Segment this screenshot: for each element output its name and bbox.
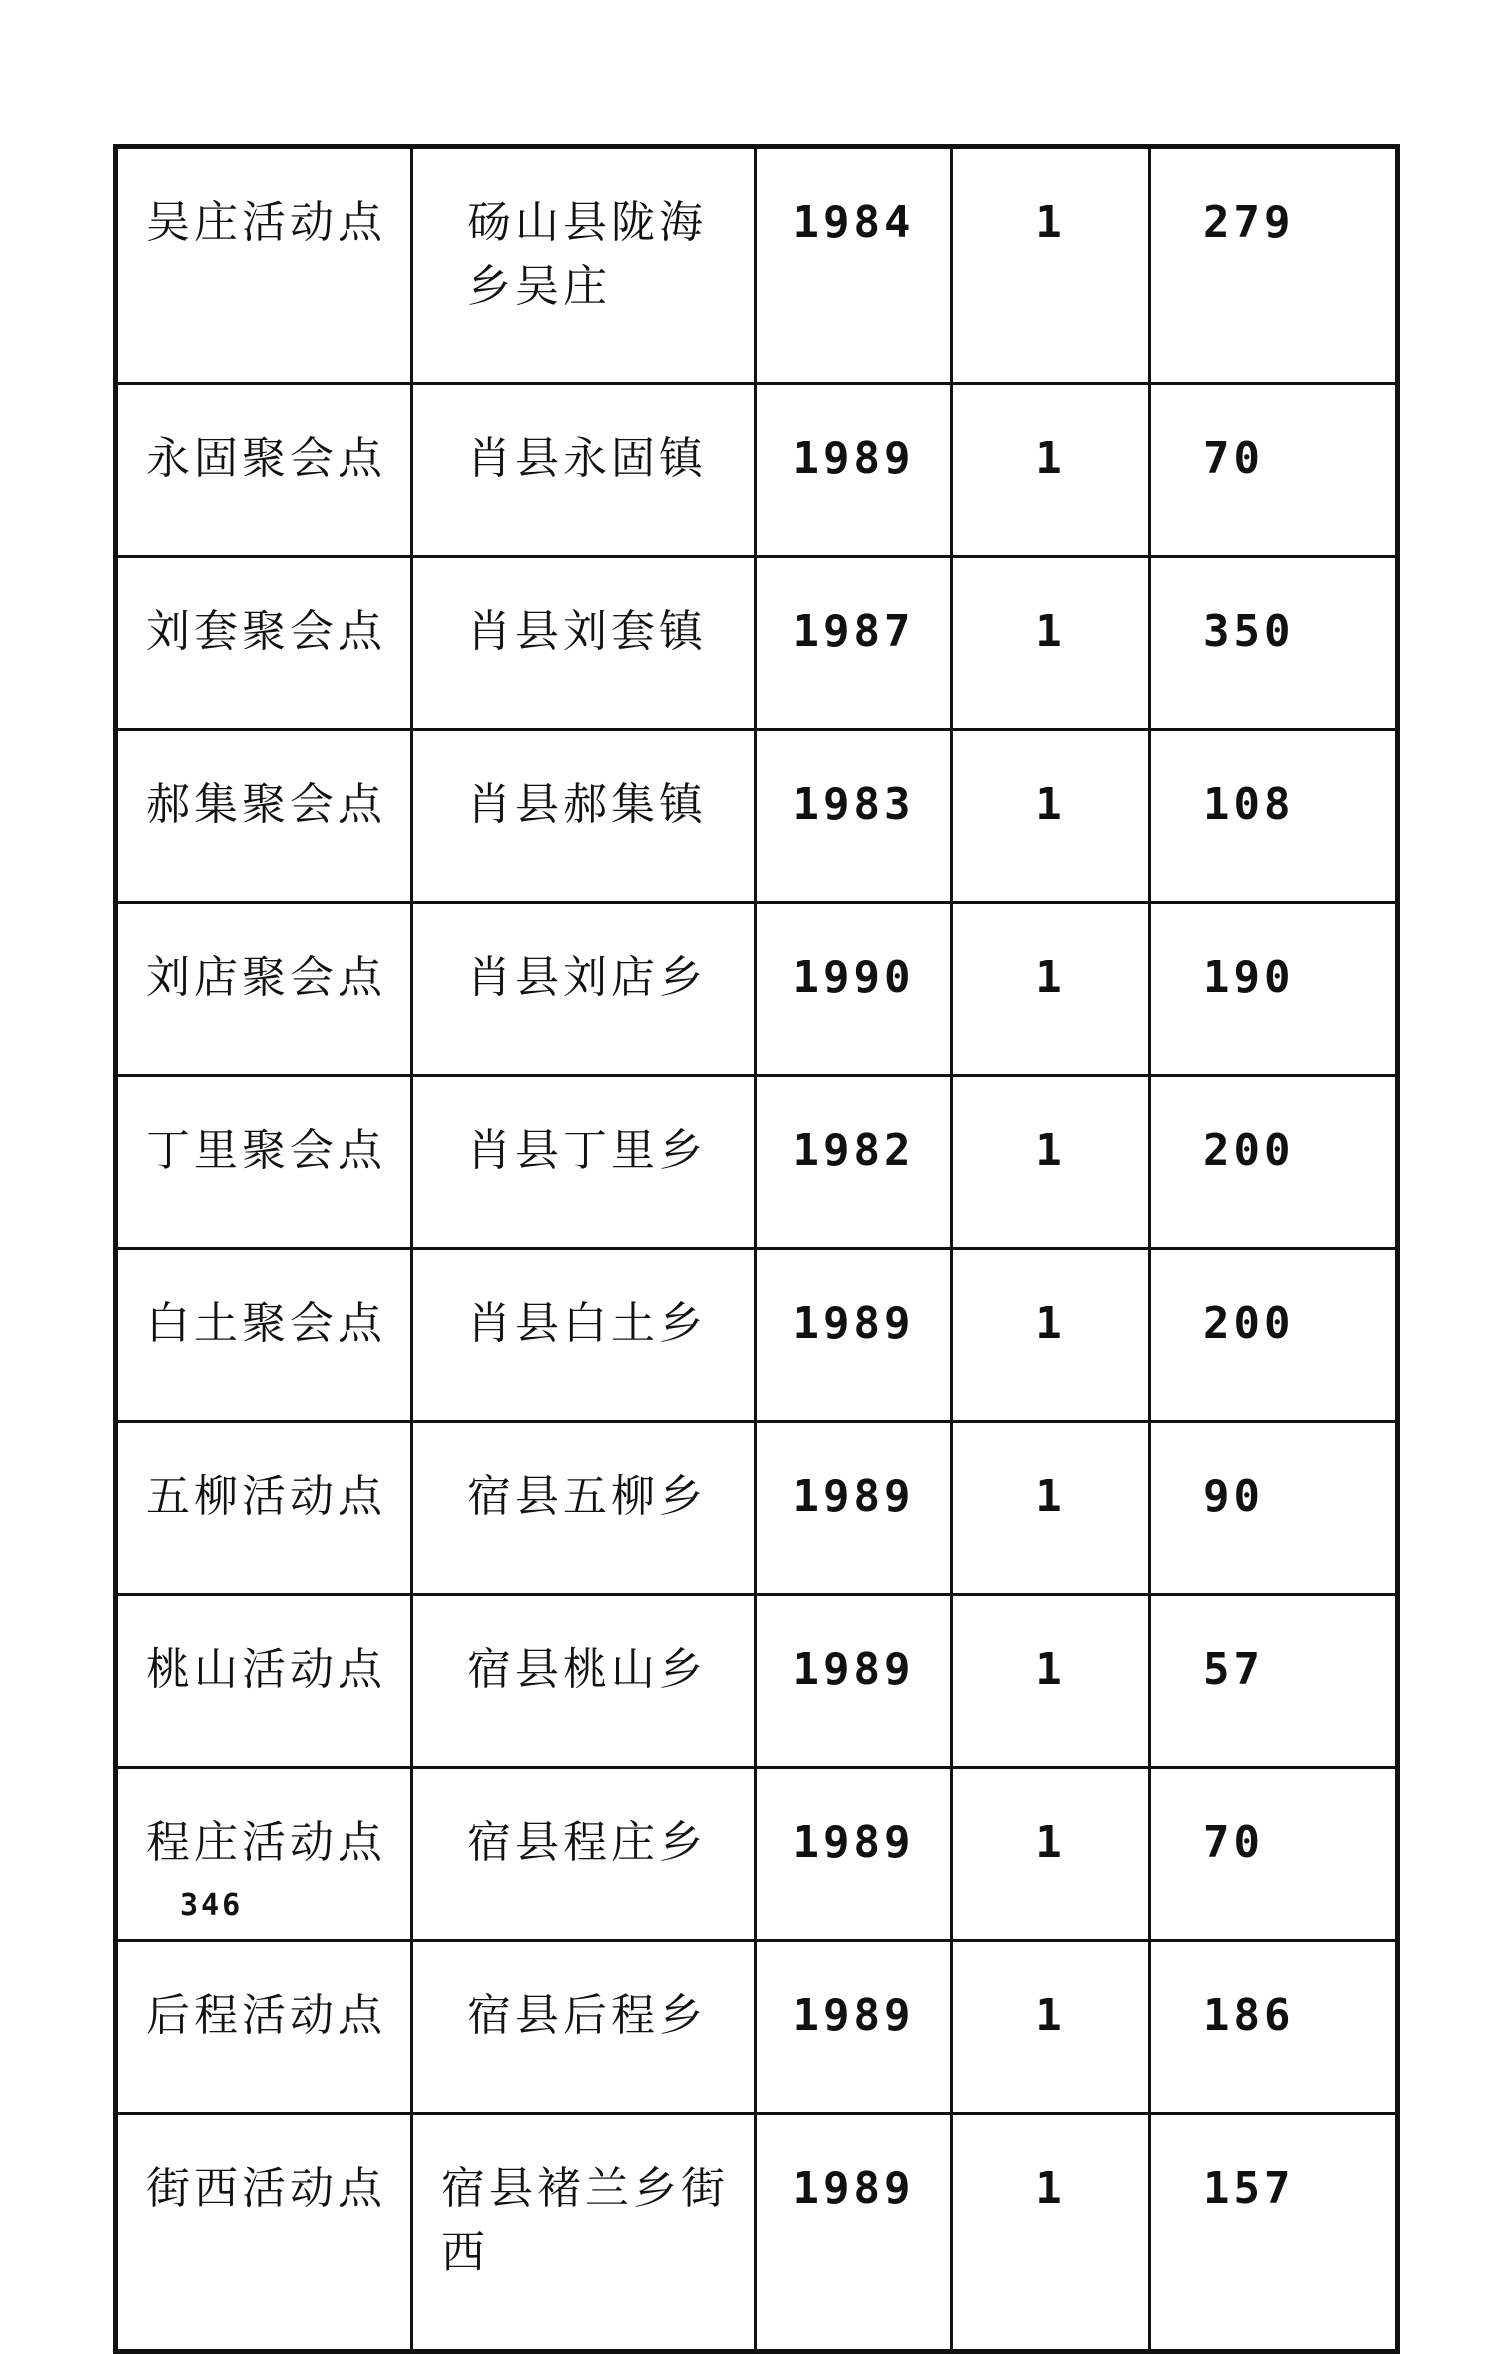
- year-cell: 1989: [756, 384, 952, 557]
- number-cell: 108: [1150, 730, 1398, 903]
- number-cell: 70: [1150, 1768, 1398, 1941]
- table-row: [116, 903, 1398, 1076]
- site-name-cell: 桃山活动点: [116, 1595, 412, 1768]
- table-row: [116, 1422, 1398, 1595]
- year-cell: 1982: [756, 1076, 952, 1249]
- site-name-cell: 后程活动点: [116, 1941, 412, 2114]
- year-cell: 1989: [756, 1422, 952, 1595]
- count-cell: 1: [952, 1941, 1150, 2114]
- number-cell: 90: [1150, 1422, 1398, 1595]
- number-cell: 157: [1150, 2114, 1398, 2352]
- table-row: [116, 1249, 1398, 1422]
- site-name-cell: 刘套聚会点: [116, 557, 412, 730]
- site-name-cell: 五柳活动点: [116, 1422, 412, 1595]
- location-cell: 宿县褚兰乡街西: [412, 2114, 756, 2352]
- year-cell: 1989: [756, 1768, 952, 1941]
- page-number: 346: [180, 1888, 244, 1923]
- year-cell: 1989: [756, 1595, 952, 1768]
- location-cell: 肖县刘店乡: [412, 903, 756, 1076]
- table-row: [116, 2114, 1398, 2352]
- location-cell: 肖县白土乡: [412, 1249, 756, 1422]
- count-cell: 1: [952, 1768, 1150, 1941]
- count-cell: 1: [952, 557, 1150, 730]
- year-cell: 1990: [756, 903, 952, 1076]
- table-row: [116, 1768, 1398, 1941]
- year-cell: 1983: [756, 730, 952, 903]
- table-row: [116, 1595, 1398, 1768]
- location-cell: 肖县永固镇: [412, 384, 756, 557]
- site-name-cell: 刘店聚会点: [116, 903, 412, 1076]
- site-name-cell: 丁里聚会点: [116, 1076, 412, 1249]
- site-name-cell: 白土聚会点: [116, 1249, 412, 1422]
- location-cell: 肖县刘套镇: [412, 557, 756, 730]
- year-cell: 1989: [756, 1249, 952, 1422]
- count-cell: 1: [952, 147, 1150, 384]
- count-cell: 1: [952, 1595, 1150, 1768]
- number-cell: 279: [1150, 147, 1398, 384]
- location-cell: 宿县桃山乡: [412, 1595, 756, 1768]
- number-cell: 350: [1150, 557, 1398, 730]
- location-cell: 肖县郝集镇: [412, 730, 756, 903]
- table-row: [116, 1076, 1398, 1249]
- count-cell: 1: [952, 2114, 1150, 2352]
- table-row: [116, 730, 1398, 903]
- site-name-cell: 郝集聚会点: [116, 730, 412, 903]
- number-cell: 57: [1150, 1595, 1398, 1768]
- site-name-cell: 程庄活动点: [116, 1768, 412, 1941]
- count-cell: 1: [952, 730, 1150, 903]
- year-cell: 1984: [756, 147, 952, 384]
- table-row: [116, 557, 1398, 730]
- number-cell: 186: [1150, 1941, 1398, 2114]
- count-cell: 1: [952, 1422, 1150, 1595]
- location-cell: 砀山县陇海乡吴庄: [412, 147, 756, 384]
- count-cell: 1: [952, 384, 1150, 557]
- number-cell: 200: [1150, 1249, 1398, 1422]
- number-cell: 200: [1150, 1076, 1398, 1249]
- year-cell: 1987: [756, 557, 952, 730]
- location-cell: 宿县后程乡: [412, 1941, 756, 2114]
- table-row: [116, 1941, 1398, 2114]
- site-name-cell: 街西活动点: [116, 2114, 412, 2352]
- number-cell: 70: [1150, 384, 1398, 557]
- number-cell: 190: [1150, 903, 1398, 1076]
- count-cell: 1: [952, 903, 1150, 1076]
- records-table: [113, 144, 1400, 2354]
- year-cell: 1989: [756, 1941, 952, 2114]
- year-cell: 1989: [756, 2114, 952, 2352]
- count-cell: 1: [952, 1249, 1150, 1422]
- site-name-cell: 永固聚会点: [116, 384, 412, 557]
- location-cell: 宿县程庄乡: [412, 1768, 756, 1941]
- location-cell: 宿县五柳乡: [412, 1422, 756, 1595]
- table-row: [116, 147, 1398, 384]
- table-row: [116, 384, 1398, 557]
- count-cell: 1: [952, 1076, 1150, 1249]
- site-name-cell: 吴庄活动点: [116, 147, 412, 384]
- location-cell: 肖县丁里乡: [412, 1076, 756, 1249]
